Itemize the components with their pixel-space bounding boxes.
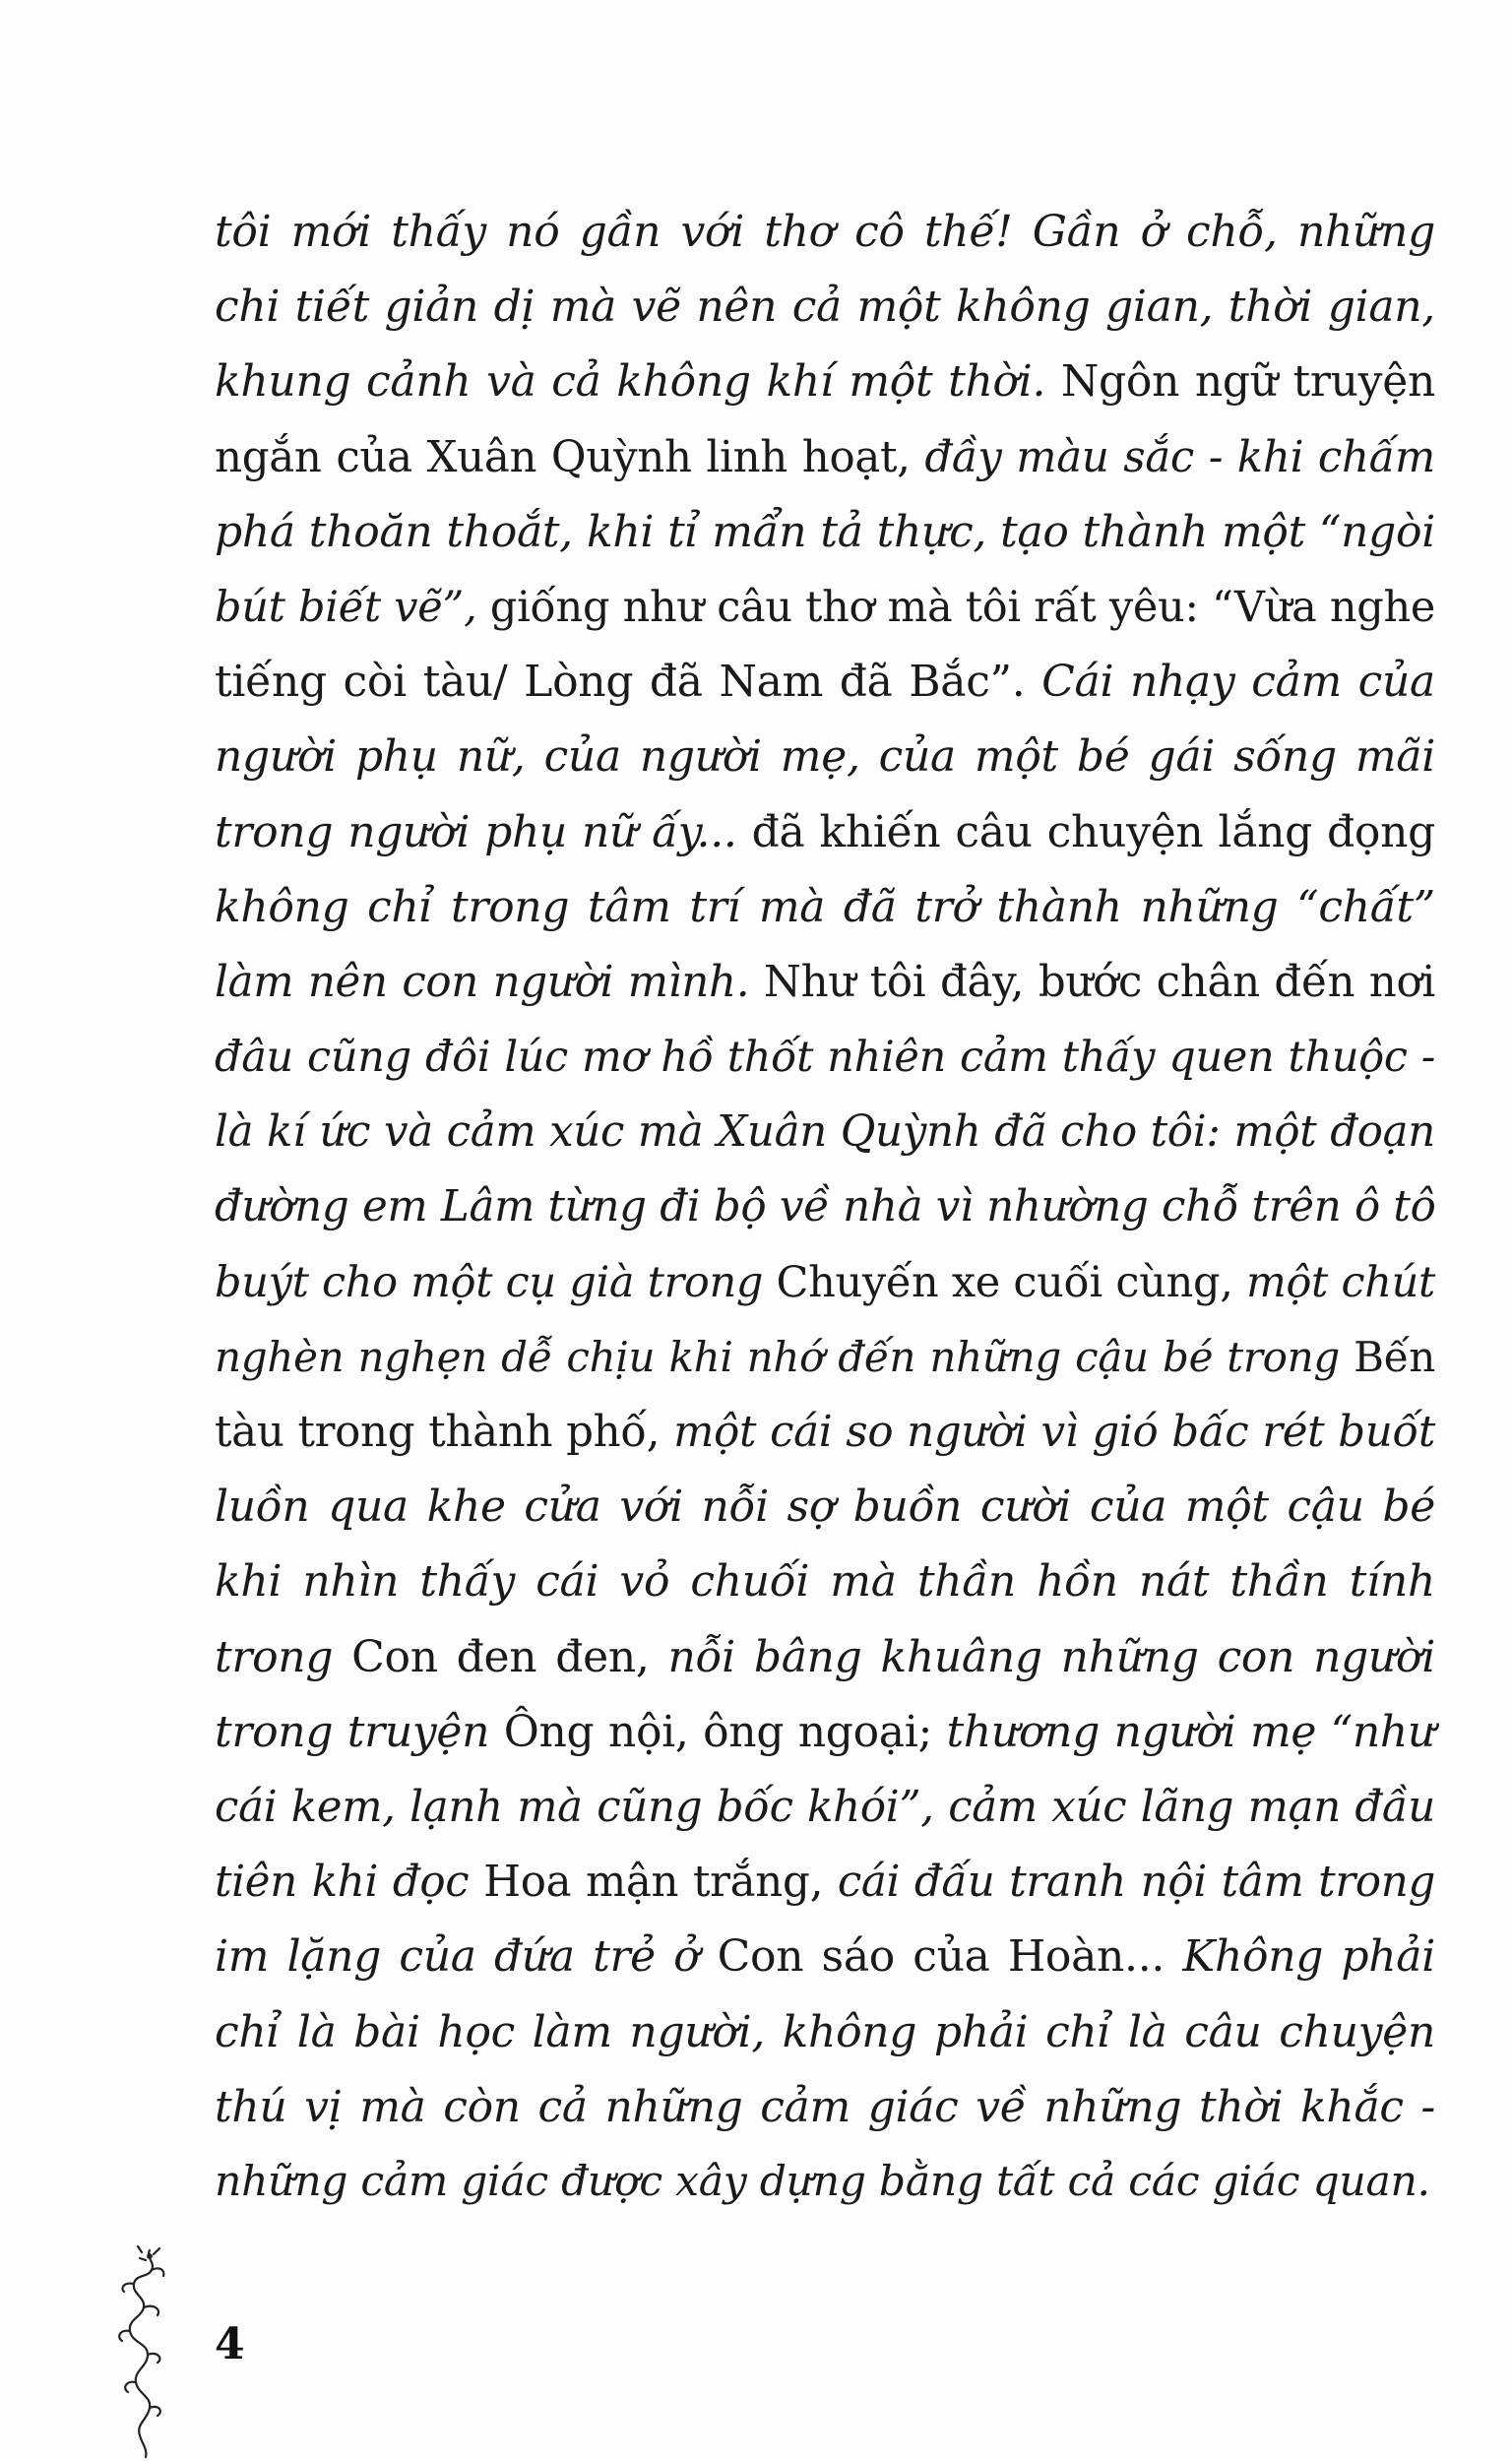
italic-text-run: chỉ là bài học làm người, không phải chỉ là câu chuyện bbox=[215, 2006, 1435, 2057]
italic-text-run: im lặng của đứa trẻ ở bbox=[215, 1931, 718, 1983]
italic-text-run: buýt cho một cụ già trong bbox=[215, 1257, 777, 1307]
text-line bbox=[215, 1995, 1435, 2070]
text-line bbox=[215, 2145, 1435, 2220]
text-run: Chuyến xe cuối cùng, bbox=[776, 1257, 1246, 1307]
text-line bbox=[215, 720, 1435, 794]
text-line bbox=[215, 270, 1435, 345]
text-line bbox=[215, 1545, 1435, 1619]
text-run: tiếng còi tàu/ Lòng đã Nam đã Bắc”. bbox=[215, 657, 1042, 708]
italic-text-run: tiên khi đọc bbox=[215, 1858, 484, 1908]
text-run: Hoa mận trắng, bbox=[483, 1858, 838, 1908]
text-run: Con đen đen, bbox=[351, 1631, 668, 1682]
text-line bbox=[215, 1395, 1435, 1470]
italic-text-run: bút biết vẽ”, bbox=[215, 582, 490, 632]
text-line bbox=[215, 1245, 1435, 1320]
italic-text-run: một chút bbox=[1245, 1257, 1435, 1307]
italic-text-run: thương người mẹ “như bbox=[946, 1706, 1435, 1757]
text-run: Bến bbox=[1354, 1332, 1435, 1381]
italic-text-run: đầy màu sắc - khi chấm bbox=[924, 432, 1435, 482]
text-line bbox=[215, 1320, 1435, 1395]
italic-text-run: luồn qua khe cửa với nỗi sợ buồn cười của một cậu bé bbox=[215, 1482, 1435, 1533]
text-line bbox=[215, 1845, 1435, 1920]
italic-text-run: là kí ức và cảm xúc mà Xuân Quỳnh đã cho tôi: một đoạn bbox=[215, 1107, 1435, 1158]
italic-text-run: tôi mới thấy nó gần với thơ cô thế! Gần ở chỗ, những bbox=[215, 207, 1435, 257]
italic-text-run: cái đấu tranh nội tâm trong bbox=[837, 1858, 1436, 1908]
italic-text-run: đâu cũng đôi lúc mơ hồ thốt nhiên cảm thấy quen thuộc - bbox=[215, 1033, 1435, 1083]
italic-text-run: đường em Lâm từng đi bộ về nhà vì nhường chỗ trên ô tô bbox=[215, 1182, 1436, 1232]
text-line bbox=[215, 945, 1435, 1020]
text-line bbox=[215, 345, 1435, 419]
italic-text-run: khi nhìn thấy cái vỏ chuối mà thần hồn nát thần tính bbox=[215, 1556, 1435, 1608]
italic-text-run: làm nên con người mình. bbox=[215, 957, 764, 1007]
italic-text-run: không chỉ trong tâm trí mà đã trở thành những “chất” bbox=[215, 881, 1435, 932]
italic-text-run: Cái nhạy cảm của bbox=[1041, 657, 1435, 708]
text-run: tàu trong thành phố, bbox=[215, 1408, 674, 1457]
italic-text-run: khung cảnh và cả không khí một thời. bbox=[215, 356, 1061, 408]
italic-text-run: nỗi bâng khuâng những con người bbox=[667, 1631, 1435, 1682]
text-run: Con sáo của Hoàn... bbox=[717, 1931, 1183, 1983]
text-line bbox=[215, 2070, 1435, 2145]
text-line bbox=[215, 420, 1435, 495]
italic-text-run: nghèn nghẹn dễ chịu khi nhớ đến những cậu bé trong bbox=[215, 1332, 1354, 1381]
text-run: đã khiến câu chuyện lắng đọng bbox=[751, 806, 1435, 857]
italic-text-run: thú vị mà còn cả những cảm giác về những thời khắc - bbox=[215, 2081, 1435, 2132]
text-line bbox=[215, 1695, 1435, 1770]
text-line bbox=[215, 1920, 1435, 1994]
body-text bbox=[215, 195, 1435, 2220]
italic-text-run: Không phải bbox=[1182, 1931, 1435, 1983]
text-line bbox=[215, 570, 1435, 645]
text-line bbox=[215, 1020, 1435, 1095]
text-run: Ông nội, ông ngoại; bbox=[503, 1706, 947, 1757]
italic-text-run: người phụ nữ, của người mẹ, của một bé gái sống mãi bbox=[215, 731, 1435, 783]
text-line bbox=[215, 645, 1435, 720]
italic-text-run: trong người phụ nữ ấy... bbox=[215, 806, 752, 857]
italic-text-run: trong bbox=[215, 1631, 352, 1682]
text-run: Như tôi đây, bước chân đến nơi bbox=[763, 957, 1436, 1007]
text-line bbox=[215, 870, 1435, 945]
text-line bbox=[215, 1095, 1435, 1169]
text-line bbox=[215, 795, 1435, 870]
italic-text-run: trong truyện bbox=[215, 1706, 504, 1757]
italic-text-run: chi tiết giản dị mà vẽ nên cả một không gian, thời gian, bbox=[215, 282, 1435, 333]
text-line bbox=[215, 1620, 1435, 1695]
italic-text-run: phá thoăn thoắt, khi tỉ mẩn tả thực, tạo thành một “ngòi bbox=[215, 506, 1435, 557]
italic-text-run: những cảm giác được xây dựng bằng tất cả các giác quan. bbox=[215, 2157, 1430, 2206]
text-line bbox=[215, 495, 1435, 570]
text-line bbox=[215, 1470, 1435, 1545]
text-run: Ngôn ngữ truyện bbox=[1060, 356, 1435, 408]
page-number: 4 bbox=[215, 2319, 245, 2369]
italic-text-run: một cái so người vì gió bấc rét buốt bbox=[673, 1408, 1435, 1457]
text-line bbox=[215, 195, 1435, 270]
italic-text-run: cái kem, lạnh mà cũng bốc khói”, cảm xúc lãng mạn đầu bbox=[215, 1782, 1435, 1832]
text-line bbox=[215, 1770, 1435, 1845]
text-line bbox=[215, 1169, 1435, 1244]
text-run: ngắn của Xuân Quỳnh linh hoạt, bbox=[215, 432, 925, 482]
text-run: giống như câu thơ mà tôi rất yêu: “Vừa nghe bbox=[489, 582, 1435, 632]
dragon-ornament-icon bbox=[106, 2244, 185, 2461]
